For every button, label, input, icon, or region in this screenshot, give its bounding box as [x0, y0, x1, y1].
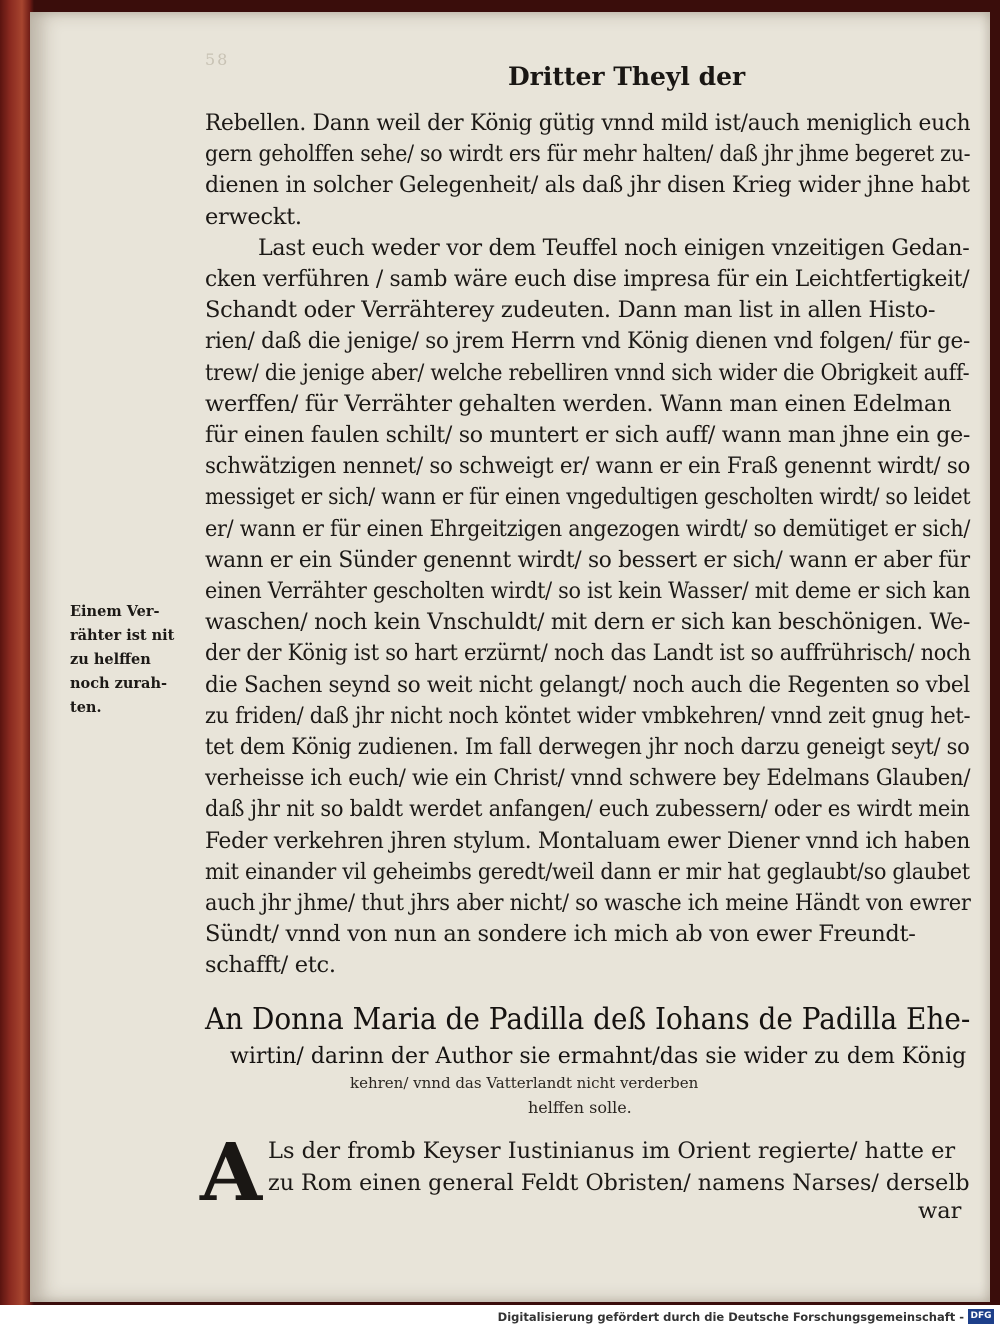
body-line: rien/ daß die jenige/ so jrem Herrn vnd König dienen vnd folgen/ für ge-: [205, 328, 970, 355]
body-line: gern geholffen sehe/ so wirdt ers für mehr halten/ daß jhr jhme begeret zu-: [205, 141, 971, 168]
body-line: Feder verkehren jhren stylum. Montaluam ewer Diener vnnd ich haben: [205, 827, 971, 854]
body-line: erweckt.: [205, 203, 302, 230]
body-line: daß jhr nit so baldt werdet anfangen/ euch zubessern/ oder es wirdt mein: [205, 796, 970, 823]
body-line: Schandt oder Verrähterey zudeuten. Dann man list in allen Histo-: [205, 297, 936, 324]
body-line: werffen/ für Verrähter gehalten werden. Wann man einen Edelman: [205, 390, 952, 417]
body-line: tet dem König zudienen. Im fall derwegen jhr noch darzu geneigt seyt/ so: [205, 734, 970, 760]
drop-cap-line-2: zu Rom einen general Feldt Obristen/ namens Narses/ derselb: [268, 1170, 970, 1196]
body-line: auch jhr jhme/ thut jhrs aber nicht/ so wasche ich meine Händt von ewrer: [205, 890, 971, 916]
body-line: Sündt/ vnnd von nun an sondere ich mich ab von ewer Freundt-: [205, 921, 916, 948]
body-line: dienen in solcher Gelegenheit/ als daß jhr disen Krieg wider jhne habt: [205, 172, 970, 199]
body-line: mit einander vil geheimbs geredt/weil dann er mir hat geglaubt/so glaubet: [205, 858, 970, 885]
running-head: Dritter Theyl der: [508, 62, 746, 91]
section-heading-line-2: wirtin/ darinn der Author sie ermahnt/das sie wider zu dem König: [230, 1044, 967, 1069]
body-line: messiget er sich/ wann er für einen vngedultigen gescholten wirdt/ so leidet: [205, 484, 971, 511]
body-line: für einen faulen schilt/ so muntert er sich auff/ wann man jhne ein ge-: [205, 422, 971, 448]
margin-note-line: noch zurah-: [70, 675, 168, 692]
body-line: cken verführen / samb wäre euch dise impresa für ein Leichtfertigkeit/: [205, 266, 970, 292]
body-line: waschen/ noch kein Vnschuldt/ mit dern er sich kan beschönigen. We-: [205, 609, 971, 636]
footer-credit-text: Digitalisierung gefördert durch die Deutsche Forschungsgemeinschaft -: [497, 1310, 964, 1324]
body-line: einen Verrähter gescholten wirdt/ so ist kein Wasser/ mit deme er sich kan: [205, 578, 971, 604]
section-heading-line-3: kehren/ vnnd das Vatterlandt nicht verderben: [350, 1074, 699, 1092]
body-line: Last euch weder vor dem Teuffel noch einigen vnzeitigen Gedan-: [258, 234, 970, 261]
body-line: die Sachen seynd so weit nicht gelangt/ noch auch die Regenten so vbel: [205, 671, 970, 698]
body-line: verheisse ich euch/ wie ein Christ/ vnnd schwere bey Edelmans Glauben/: [205, 765, 971, 792]
section-heading-line-4: helffen solle.: [528, 1098, 632, 1117]
body-line: schwätzigen nennet/ so schweigt er/ wann er ein Fraß genennt wirdt/ so: [205, 453, 971, 480]
body-line: Rebellen. Dann weil der König gütig vnnd mild ist/auch meniglich euch: [205, 110, 971, 136]
margin-note: [70, 600, 205, 720]
body-line: der der König ist so hart erzürnt/ noch das Landt ist so auffrührisch/ noch: [205, 640, 971, 667]
body-line: er/ wann er für einen Ehrgeitzigen angezogen wirdt/ so demütiget er sich/: [205, 515, 971, 542]
drop-cap-line-1: Ls der fromb Keyser Iustinianus im Orient regierte/ hatte er: [268, 1138, 956, 1164]
margin-note-line: zu helffen: [70, 651, 151, 668]
body-line: wann er ein Sünder genennt wirdt/ so bessert er sich/ wann er aber für: [205, 546, 970, 573]
margin-note-line: ten.: [70, 699, 102, 716]
body-line: trew/ die jenige aber/ welche rebelliren vnnd sich wider die Obrigkeit auff-: [205, 359, 970, 386]
drop-cap-initial: A: [200, 1125, 263, 1219]
catchword: war: [918, 1198, 962, 1224]
body-line: zu friden/ daß jhr nicht noch köntet wider vmbkehren/ vnnd zeit gnug het-: [205, 702, 971, 729]
section-heading-line-1: An Donna Maria de Padilla deß Iohans de Padilla Ehe-: [205, 1002, 971, 1037]
body-line: schafft/ etc.: [205, 952, 336, 979]
page-number: 58: [205, 50, 230, 69]
dfg-logo: DFG: [968, 1309, 994, 1324]
margin-note-line: rähter ist nit: [70, 627, 175, 644]
margin-note-line: Einem Ver-: [70, 603, 160, 620]
